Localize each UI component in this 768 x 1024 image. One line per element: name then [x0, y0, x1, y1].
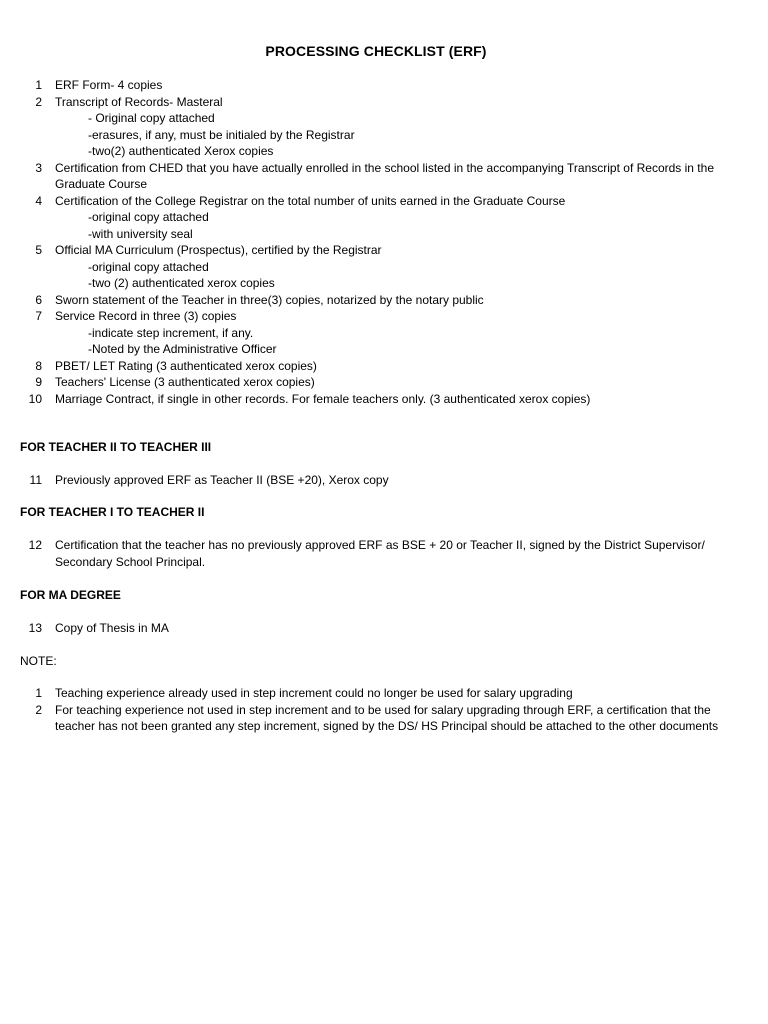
list-item — [20, 358, 740, 375]
item-number: 8 — [35, 358, 42, 373]
list-item — [20, 308, 740, 358]
item-text: Service Record in three (3) copies — [55, 309, 237, 323]
item-text: Sworn statement of the Teacher in three(3) copies, notarized by the notary public — [55, 292, 484, 307]
item-number: 13 — [28, 621, 42, 635]
list-item — [20, 374, 740, 391]
item-text: Certification that the teacher has no previously approved ERF as BSE + 20 or Teacher II, signed by the District Supervisor/ Secondary School Principal. — [55, 538, 705, 569]
item-subpoint: -Noted by the Administrative Officer — [88, 342, 277, 356]
item-subpoint: - Original copy attached — [88, 111, 215, 125]
checklist — [20, 77, 740, 407]
list-item — [20, 94, 740, 160]
item-subpoint: -erasures, if any, must be initialed by the Registrar — [88, 127, 355, 142]
item-number: 5 — [35, 243, 42, 257]
item-subpoint: -original copy attached — [88, 210, 209, 224]
section-list — [20, 537, 740, 570]
item-subpoint: -indicate step increment, if any. — [88, 325, 254, 340]
item-number: 12 — [28, 538, 42, 552]
section-heading: FOR TEACHER II TO TEACHER III — [20, 440, 212, 454]
item-text: ERF Form- 4 copies — [55, 78, 163, 92]
item-text: Certification from CHED that you have actually enrolled in the school listed in the accompanying Transcript of Records in the Graduate Course — [55, 160, 714, 191]
item-text: Transcript of Records- Masteral — [55, 94, 223, 109]
item-text: Marriage Contract, if single in other records. For female teachers only. (3 authenticated xerox copies) — [55, 391, 591, 406]
item-number: 10 — [28, 391, 42, 406]
list-item — [20, 193, 740, 243]
item-number: 3 — [35, 160, 42, 175]
section-list — [20, 472, 740, 489]
item-number: 6 — [35, 292, 42, 307]
item-text: Copy of Thesis in MA — [55, 621, 169, 635]
item-text: Certification of the College Registrar on the total number of units earned in the Graduate Course — [55, 193, 566, 208]
item-subpoint: -original copy attached — [88, 259, 209, 274]
item-text: For teaching experience not used in step increment and to be used for salary upgrading through ERF, a certification that the teacher has not been granted any step increment, signed by the DS/ HS Principal should be attached to the other documents — [55, 702, 719, 733]
list-item — [20, 537, 740, 570]
item-number: 2 — [35, 702, 42, 717]
item-number: 1 — [35, 686, 42, 700]
section-list — [20, 620, 740, 637]
item-subpoint: -with university seal — [88, 226, 193, 241]
item-text: PBET/ LET Rating (3 authenticated xerox copies) — [55, 358, 317, 373]
list-item — [20, 685, 740, 702]
note-list — [20, 685, 740, 735]
item-subpoint: -two (2) authenticated xerox copies — [88, 276, 275, 290]
item-number: 11 — [29, 473, 42, 487]
item-text: Teachers' License (3 authenticated xerox copies) — [55, 375, 315, 389]
list-item — [20, 77, 740, 94]
list-item — [20, 292, 740, 309]
item-subpoint: -two(2) authenticated Xerox copies — [88, 144, 274, 158]
list-item — [20, 702, 740, 735]
list-item — [20, 160, 740, 193]
item-text: Previously approved ERF as Teacher II (BSE +20), Xerox copy — [55, 473, 389, 487]
page-title: PROCESSING CHECKLIST (ERF) — [265, 43, 487, 59]
item-number: 1 — [35, 78, 42, 92]
item-number: 4 — [35, 193, 42, 208]
item-number: 2 — [35, 94, 42, 109]
list-item — [20, 620, 740, 637]
item-text: Teaching experience already used in step increment could no longer be used for salary upgrading — [55, 686, 573, 700]
item-number: 9 — [35, 375, 42, 389]
section-heading: FOR TEACHER I TO TEACHER II — [20, 505, 205, 519]
list-item — [20, 242, 740, 292]
section-heading: FOR MA DEGREE — [20, 588, 121, 602]
list-item — [20, 472, 740, 489]
item-text: Official MA Curriculum (Prospectus), certified by the Registrar — [55, 243, 382, 257]
note-label: NOTE: — [20, 654, 57, 668]
list-item — [20, 391, 740, 408]
item-number: 7 — [35, 309, 42, 323]
